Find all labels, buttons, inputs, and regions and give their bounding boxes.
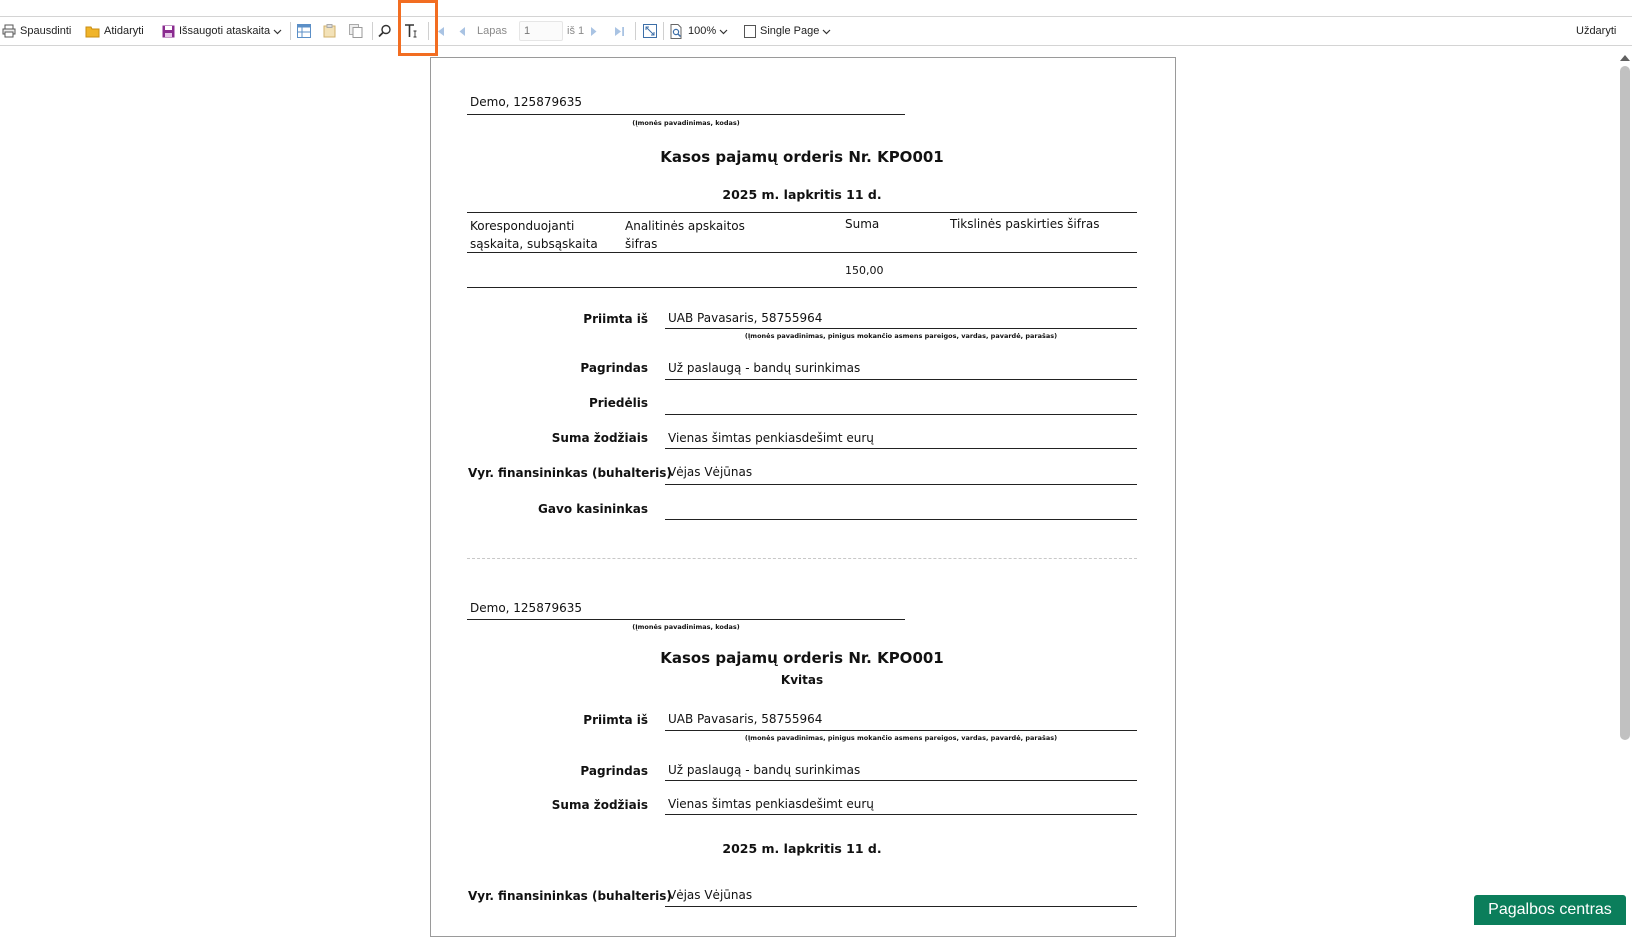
page-count-label: iš 1 bbox=[567, 25, 585, 37]
save-label: Išsaugoti ataskaita bbox=[179, 25, 271, 37]
scroll-up-arrow-icon[interactable] bbox=[1619, 53, 1631, 62]
receipt-value-sum-words: Vienas šimtas penkiasdešimt eurų bbox=[668, 797, 874, 811]
receipt-label-sum-words: Suma žodžiais bbox=[551, 798, 648, 812]
field-value-sum-words: Vienas šimtas penkiasdešimt eurų bbox=[668, 431, 874, 445]
field-value-basis: Už paslaugą - bandų surinkimas bbox=[668, 361, 861, 375]
field-label-received-from: Priimta iš bbox=[583, 312, 648, 326]
scrollbar-thumb[interactable] bbox=[1620, 66, 1630, 740]
field-underline bbox=[665, 414, 1137, 415]
company-name: Demo, 125879635 bbox=[470, 95, 582, 109]
table-top-border bbox=[467, 212, 1137, 213]
receipt-company-name: Demo, 125879635 bbox=[470, 601, 582, 615]
table-bottom-border bbox=[467, 287, 1137, 288]
receipt-value-accountant: Vėjas Vėjūnas bbox=[668, 888, 753, 902]
table-header-divider bbox=[467, 252, 1137, 253]
table-header-purpose: Tikslinės paskirties šifras bbox=[950, 217, 1100, 231]
zoom-label: 100% bbox=[688, 25, 717, 37]
receipt-payer-caption: (Įmonės pavadinimas, pinigus mokančio asmens pareigos, vardas, pavardė, parašas) bbox=[744, 734, 1058, 742]
payer-caption: (Įmonės pavadinimas, pinigus mokančio asmens pareigos, vardas, pavardė, parašas) bbox=[744, 332, 1058, 340]
receipt-company-underline bbox=[467, 619, 905, 620]
help-center-button[interactable]: Pagalbos centras bbox=[1474, 895, 1626, 925]
field-underline bbox=[665, 814, 1137, 815]
field-label-basis: Pagrindas bbox=[580, 361, 648, 375]
field-underline bbox=[665, 780, 1137, 781]
document-date: 2025 m. lapkritis 11 d. bbox=[722, 187, 882, 202]
field-underline bbox=[665, 730, 1137, 731]
print-label: Spausdinti bbox=[20, 25, 72, 37]
field-value-received-from: UAB Pavasaris, 58755964 bbox=[668, 311, 823, 325]
field-underline bbox=[665, 484, 1137, 485]
table-header-analytic: Analitinės apskaitos šifras bbox=[625, 219, 745, 251]
table-header-account: Koresponduojanti sąskaita, subsąskaita bbox=[470, 219, 598, 251]
document-title: Kasos pajamų orderis Nr. KPO001 bbox=[660, 148, 944, 166]
receipt-label-basis: Pagrindas bbox=[580, 764, 648, 778]
receipt-title: Kasos pajamų orderis Nr. KPO001 bbox=[660, 649, 944, 667]
field-underline bbox=[665, 448, 1137, 449]
field-label-attachment: Priedėlis bbox=[588, 396, 648, 410]
field-underline bbox=[665, 906, 1137, 907]
field-label-sum-words: Suma žodžiais bbox=[551, 431, 648, 445]
receipt-value-received-from: UAB Pavasaris, 58755964 bbox=[668, 712, 823, 726]
receipt-company-caption: (Įmonės pavadinimas, kodas) bbox=[632, 623, 740, 631]
receipt-subtitle: Kvitas bbox=[780, 673, 824, 687]
field-underline bbox=[665, 379, 1137, 380]
field-label-accountant: Vyr. finansininkas (buhalteris) bbox=[468, 466, 672, 480]
receipt-label-received-from: Priimta iš bbox=[583, 713, 648, 727]
close-button[interactable]: Uždaryti bbox=[1576, 25, 1617, 37]
field-underline bbox=[665, 328, 1137, 329]
view-mode-label: Single Page bbox=[760, 25, 820, 37]
open-label: Atidaryti bbox=[104, 25, 144, 37]
field-value-accountant: Vėjas Vėjūnas bbox=[668, 465, 753, 479]
receipt-value-basis: Už paslaugą - bandų surinkimas bbox=[668, 763, 861, 777]
cut-line-divider bbox=[467, 558, 1137, 559]
company-caption: (Įmonės pavadinimas, kodas) bbox=[632, 119, 740, 127]
field-underline bbox=[665, 519, 1137, 520]
field-label-cashier: Gavo kasininkas bbox=[538, 502, 648, 516]
table-cell-sum: 150,00 bbox=[845, 264, 884, 277]
table-header-sum: Suma bbox=[845, 217, 880, 231]
receipt-date: 2025 m. lapkritis 11 d. bbox=[722, 841, 882, 856]
receipt-label-accountant: Vyr. finansininkas (buhalteris) bbox=[468, 889, 672, 903]
page-label: Lapas bbox=[477, 25, 507, 37]
company-underline bbox=[467, 114, 905, 115]
